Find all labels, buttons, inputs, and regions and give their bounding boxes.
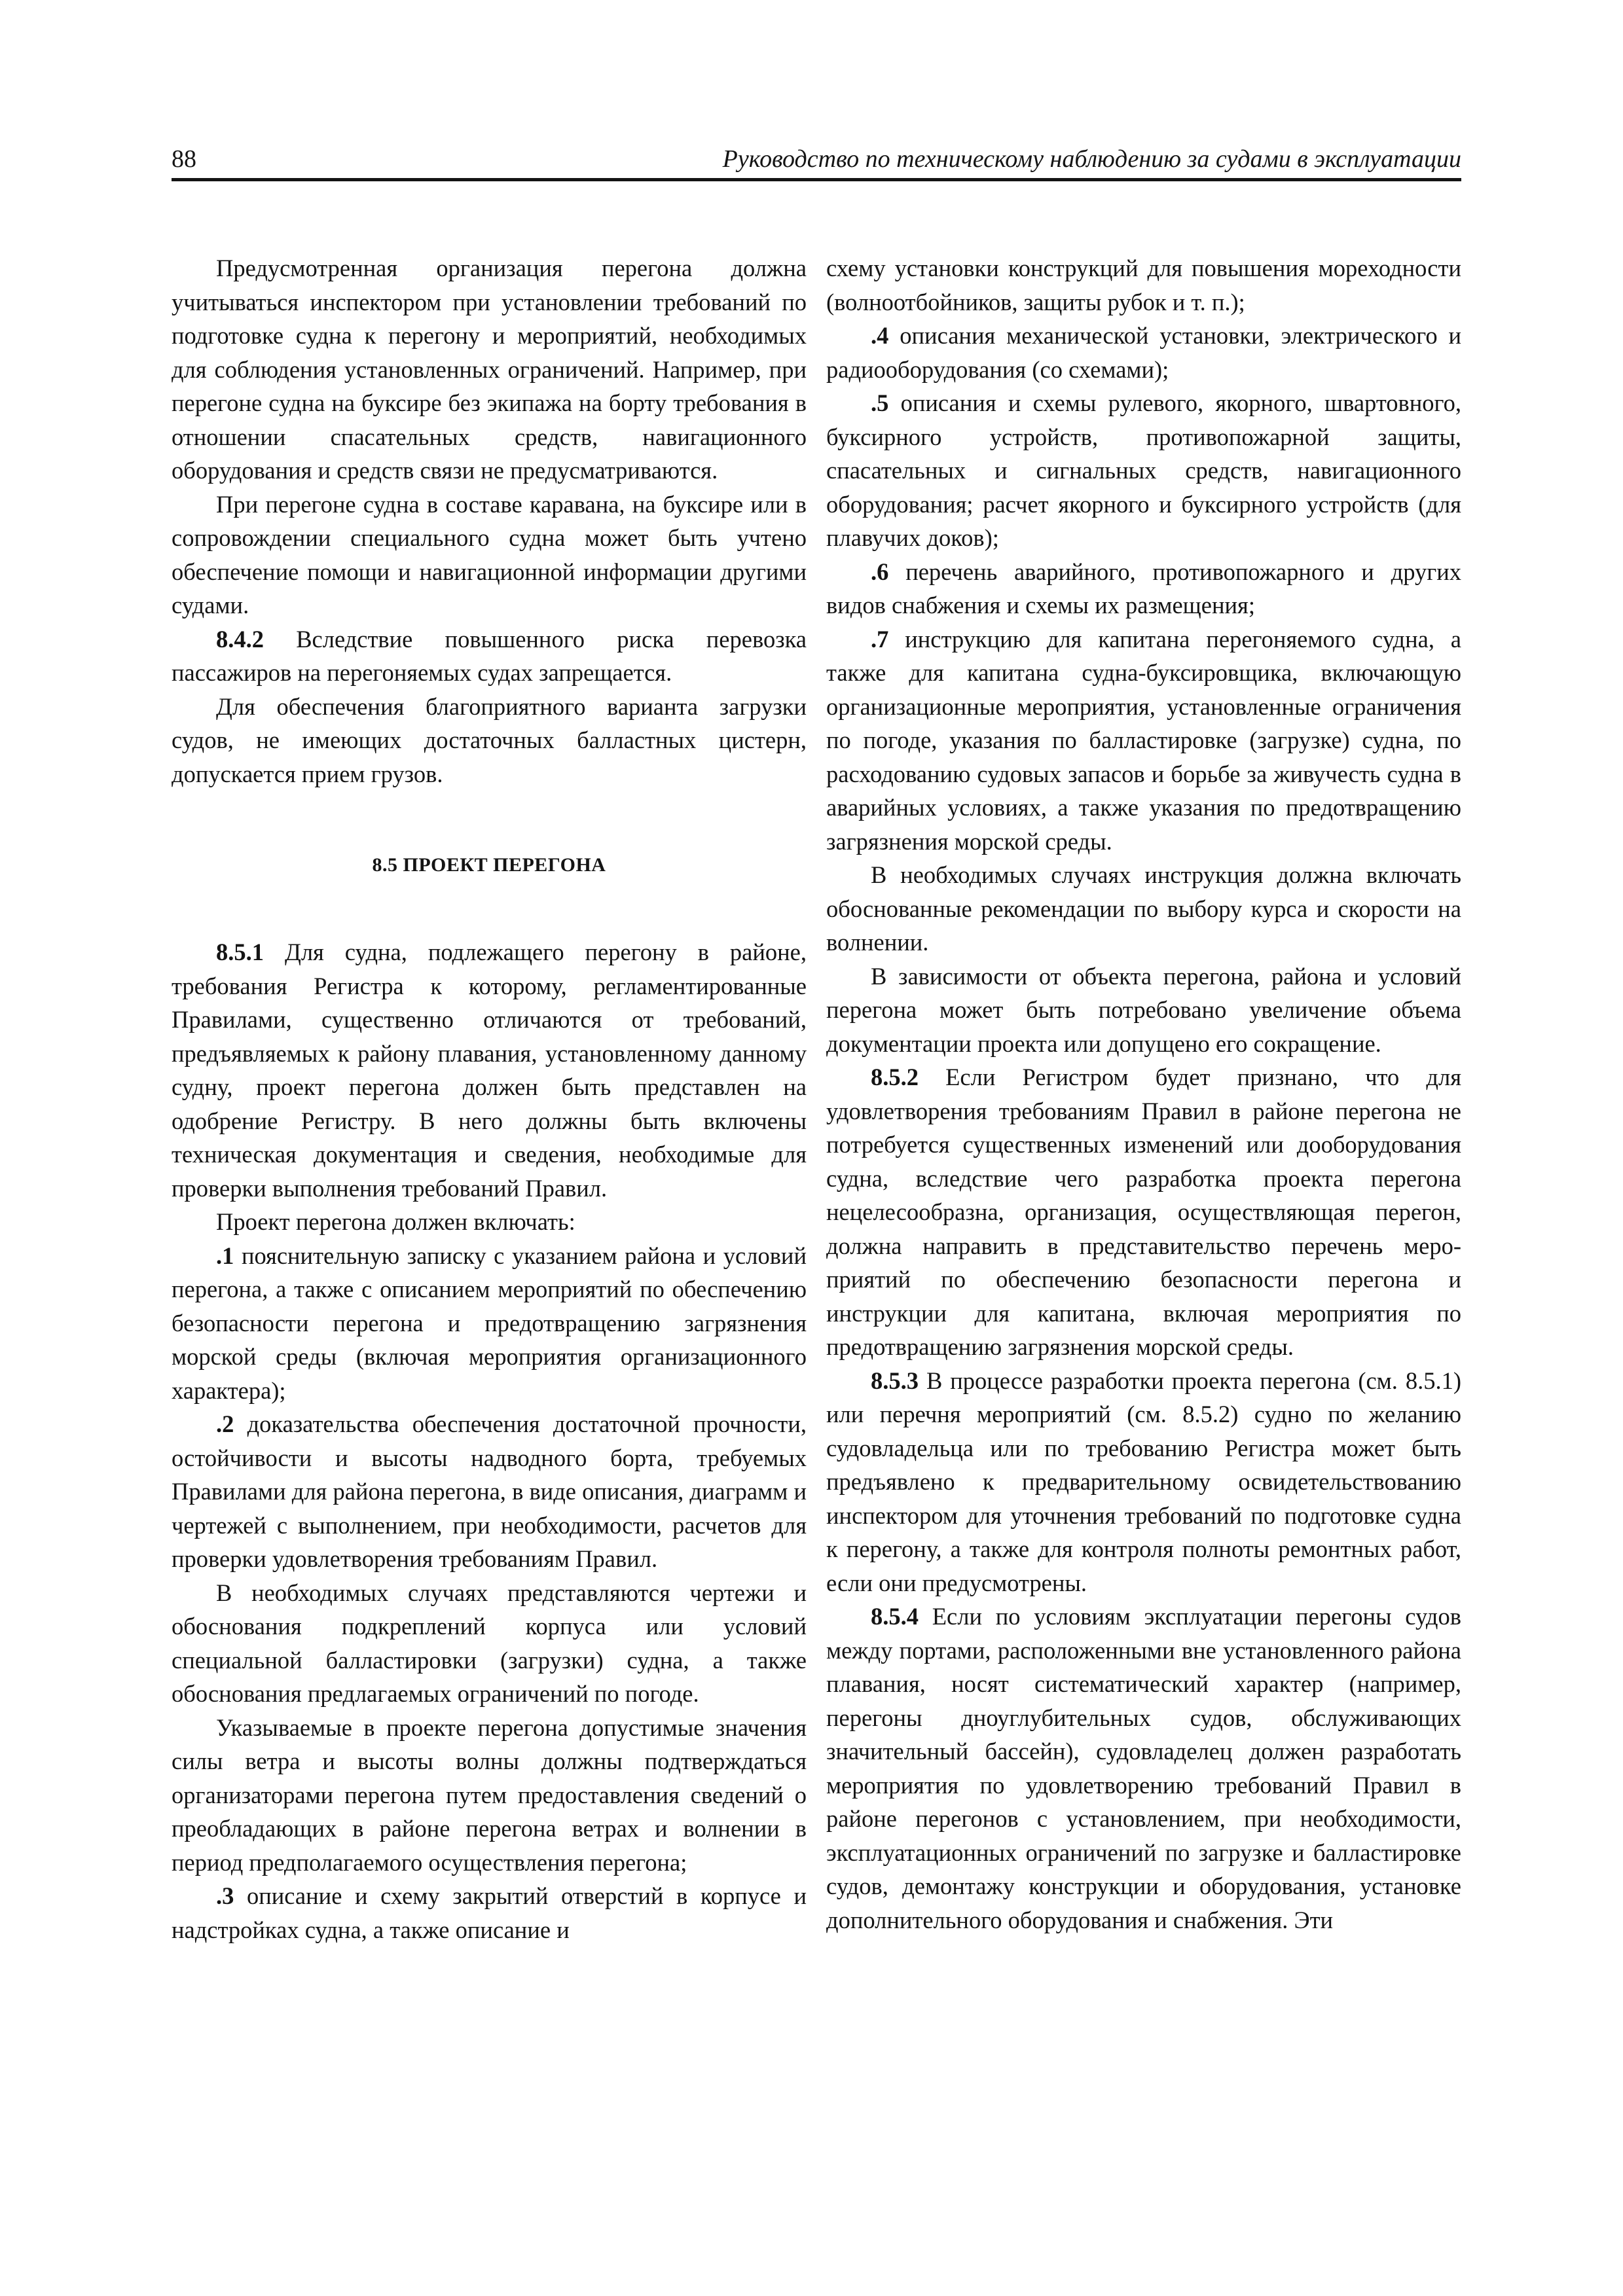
header-rule [172,178,1461,181]
running-title: Руководство по техническому наблюдению за судами в эксплуатации [722,145,1461,173]
list-item-text: перечень аварийного, противопожарного и других видов снабжения и схемы их размещения; [826,558,1461,619]
clause-text: В процессе разработки проекта перегона (см. 8.5.1) или перечня мероприятий (см. 8.5.2) судно по желанию судовладельца или по требованию Регистра может быть предъявлено к предварительному освидетельствованию инспектором для уточнения требований по подготовке судна к перегону, а также для контроля полноты ремонтных работ, если они предусмотрены. [826,1367,1461,1596]
clause-number: 8.4.2 [216,625,264,653]
paragraph [826,1600,1461,1937]
clause-text: Вследствие повышенного риска перевозка пассажиров на перегоняемых судах запрещается. [172,625,807,686]
paragraph: Указываемые в проекте перегона допустимые значения силы ветра и высоты волны должны подтверждаться организаторами перегона путем предоставления сведений о преобладающих в районе перегона ветрах и волнении в период предполагаемого осуществления перегона; [172,1713,807,1876]
page-number: 88 [172,145,196,173]
list-item-number: .1 [216,1242,234,1269]
paragraph: В необходимых случаях представляются чертежи и обоснования подкреплений корпуса или условий специальной балластировки (загрузки) судна, а также обоснования предлагаемых ограничений по погоде. [172,1579,807,1707]
list-item-text: описание и схему закрытий отверстий в корпусе и надстройках судна, а также описание и [172,1882,807,1943]
list-item-number: .7 [871,625,889,653]
clause-number: 8.5.2 [871,1064,919,1090]
list-item-number: .5 [871,389,889,416]
right-column [826,251,1461,1937]
paragraph [826,1364,1461,1600]
paragraph: Для обеспечения благоприятного варианта загрузки судов, не имеющих достаточных балластных цистерн, допускается прием грузов. [172,692,807,787]
list-item-number: .3 [216,1882,234,1909]
clause-text: Если Регистром будет признано, что для удовлетворения требованиям Правил в районе перегона не потребуется существенных изменений или дооборудования судна, вследствие чего разработка проекта перегона нецелесообразна, организация, осуществляющая перегон, должна направить в представительство перечень мероприятий по обеспечению безопасности перегона и инструкции для капитана, включая мероприятия по предотвращению загрязнения морской среды. [826,1064,1461,1360]
left-column [172,251,807,1946]
page-header [172,140,1461,179]
list-item-text: описания механической установки, электрического и радиооборудования (со схемами); [826,322,1461,383]
clause-number: 8.5.1 [216,939,264,965]
paragraph: При перегоне судна в составе каравана, на буксире или в сопровождении специального судна может быть учтено обеспечение помощи и навигационной информации другими судами. [172,490,807,619]
paragraph [826,1060,1461,1364]
list-item-text: доказательства обеспечения достаточной прочности, остойчивости и высоты надводного борта, требуемых Правилами для района перегона, в виде описания, диаграмм и чертежей с выполнением, при необходимости, расчетов для проверки удовлетворения требованиям Правил. [172,1410,807,1572]
list-item [826,319,1461,386]
clause-number: 8.5.3 [871,1367,919,1394]
clause-text: Если по условиям эксплуатации перегоны судов между портами, расположенными вне установленного района плавания, носят систематический характер (например, перегоны дноуглубительных судов, обслуживающих значительный бассейн), судовладелец должен разработать мероприятия по удовлетворению требований Правил в районе перегонов с установлением, при необходимости, эксплуатационных ограничений по загрузке и балластировке судов, демонтажу конструкции и оборудования, установке дополнительного оборудования и снабжения. Эти [826,1603,1461,1933]
list-item [172,1407,807,1576]
list-item-text: описания и схемы рулевого, якорного, швартовного, буксирного устройств, противопожарной защиты, спасательных и сигнальных средств, навигационного оборудования; расчет якорного и буксирного устройств (для плавучих доков); [826,389,1461,551]
paragraph: В зависимости от объекта перегона, района и условий перегона может быть потребовано увеличение объема документации проекта или допущено его сокращение. [826,962,1461,1057]
list-item-text: пояснительную записку с указанием района и условий перегона, а также с описанием мероприятий по обеспечению безопасности перегона и предотвращению загрязнения морской среды (включая мероприятия организационного характера); [172,1242,807,1404]
list-item-text: инструкцию для капитана перегоняемого судна, а также для капитана судна-буксировщика, включающую организационные мероприятия, установленные ограничения по погоде, указания по балластировке (загрузке) судна, по расходованию судовых запасов и борьбе за живучесть судна в аварийных условиях, а также указания по предотвращению загрязнения морской среды. [826,625,1461,855]
list-item [826,386,1461,555]
list-item [826,622,1461,859]
paragraph: В необходимых случаях инструкция должна включать обоснованные рекомендации по выбору курса и скорости на волнении. [826,861,1461,956]
list-item [172,1879,807,1946]
paragraph [172,622,807,690]
paragraph-continuation: схему установки конструкций для повышения мореходности (волноотбойников, защиты рубок и т. п.); [826,255,1461,315]
section-heading: 8.5 ПРОЕКТ ПЕРЕГОНА [372,854,606,876]
paragraph: Предусмотренная организация перегона должна учитываться инспектором при установлении требований по подготовке судна к перегону и мероприятий, необходимых для соблюдения установленных ограничений. Например, при перегоне судна на буксире без экипажа на борту требования в отношении спасательных средств, навигационного оборудования и средств связи не предусматриваются. [172,255,807,484]
list-item-number: .6 [871,558,889,585]
paragraph [172,935,807,1205]
clause-text: Для судна, подлежащего перегону в районе, требования Регистра к которому, регламентированные Правилами, существенно отличаются от требований, предъявляемых к району плавания, установленному данному судну, проект перегона должен быть представлен на одобрение Регистру. В него должны быть включены техническая документация и сведения, необходимые для проверки выполнения требований Правил. [172,939,807,1202]
list-item [826,555,1461,622]
list-item [172,1239,807,1408]
list-item-number: .4 [871,322,889,349]
list-item-number: .2 [216,1410,234,1437]
paragraph: Проект перегона должен включать: [216,1208,575,1235]
clause-number: 8.5.4 [871,1603,919,1630]
